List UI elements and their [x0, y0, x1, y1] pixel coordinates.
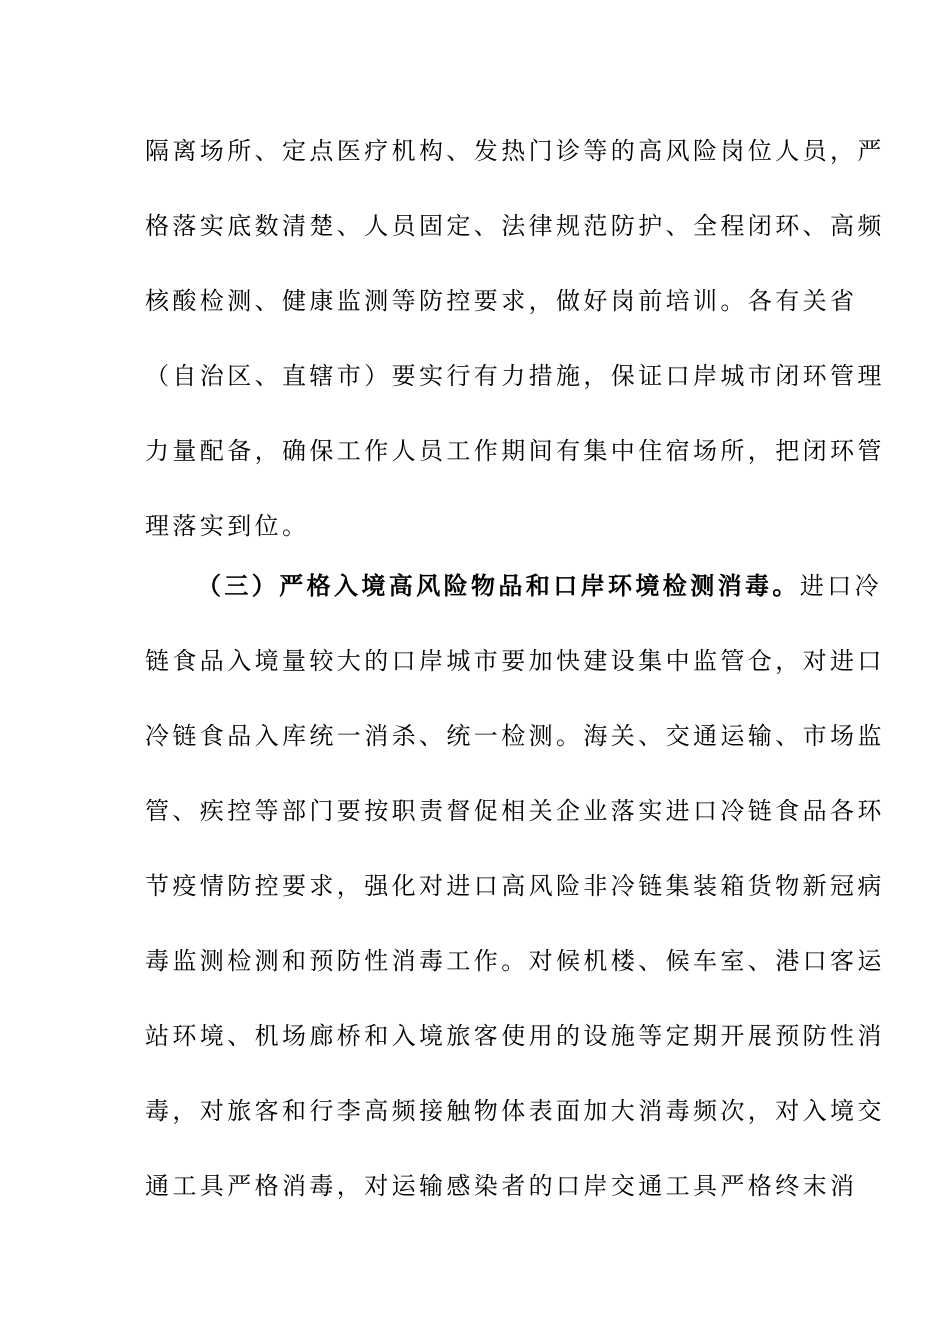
body-line: 格落实底数清楚、人员固定、法律规范防护、全程闭环、高频: [145, 212, 885, 240]
body-line: 毒监测检测和预防性消毒工作。对候机楼、候车室、港口客运: [145, 947, 885, 975]
body-line: （自治区、直辖市）要实行有力措施，保证口岸城市闭环管理: [145, 362, 885, 390]
body-line: 站环境、机场廊桥和入境旅客使用的设施等定期开展预防性消: [145, 1022, 885, 1050]
body-line: 链食品入境量较大的口岸城市要加快建设集中监管仓，对进口: [145, 647, 885, 675]
body-line: 理落实到位。: [145, 512, 310, 540]
body-line: 冷链食品入库统一消杀、统一检测。海关、交通运输、市场监: [145, 722, 885, 750]
body-line: 通工具严格消毒，对运输感染者的口岸交通工具严格终末消: [145, 1172, 858, 1200]
body-line: 节疫情防控要求，强化对进口高风险非冷链集装箱货物新冠病: [145, 872, 885, 900]
body-line: 管、疾控等部门要按职责督促相关企业落实进口冷链食品各环: [145, 797, 885, 825]
section-heading-line: [197, 566, 883, 606]
body-line: 核酸检测、健康监测等防控要求，做好岗前培训。各有关省: [145, 287, 858, 315]
section-heading: （三）严格入境高风险物品和口岸环境检测消毒。: [197, 571, 800, 600]
body-line: 隔离场所、定点医疗机构、发热门诊等的高风险岗位人员，严: [145, 137, 885, 165]
body-line: 毒，对旅客和行李高频接触物体表面加大消毒频次，对入境交: [145, 1097, 885, 1125]
section-heading-tail: 进口冷: [799, 572, 883, 600]
body-line: 力量配备，确保工作人员工作期间有集中住宿场所，把闭环管: [145, 437, 885, 465]
